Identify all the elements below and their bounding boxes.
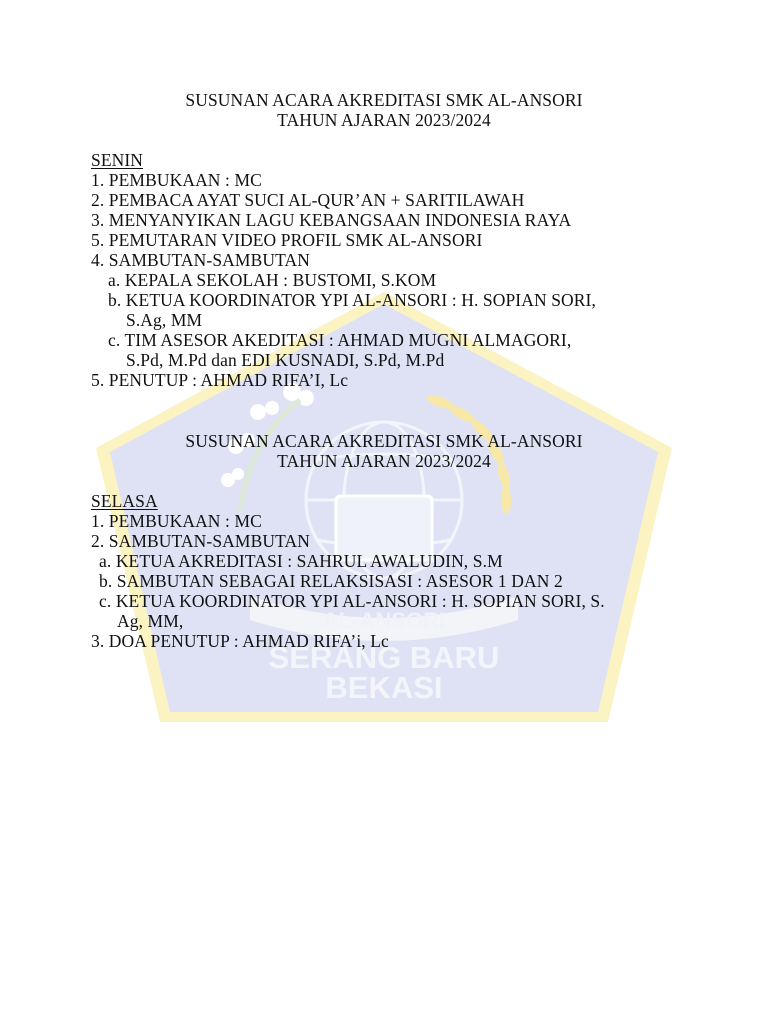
- section-subtitle-selasa: TAHUN AJARAN 2023/2024: [277, 451, 491, 471]
- agenda-item: 2. PEMBACA AYAT SUCI AL-QUR’AN + SARITILAWAH: [91, 190, 525, 210]
- agenda-subitem-cont: S.Ag, MM: [126, 310, 203, 330]
- agenda-subitem: a. KETUA AKREDITASI : SAHRUL AWALUDIN, S.M: [99, 551, 503, 571]
- section-subtitle-senin: TAHUN AJARAN 2023/2024: [277, 110, 491, 130]
- logo-text-region: BEKASI: [325, 670, 443, 705]
- agenda-subitem-cont: Ag, MM,: [117, 611, 184, 631]
- agenda-subitem: b. KETUA KOORDINATOR YPI AL-ANSORI : H. SOPIAN SORI,: [108, 290, 596, 310]
- agenda-item: 5. PENUTUP : AHMAD RIFA’I, Lc: [91, 370, 349, 390]
- section-title-senin: SUSUNAN ACARA AKREDITASI SMK AL-ANSORI: [185, 90, 583, 110]
- agenda-item: 3. MENYANYIKAN LAGU KEBANGSAAN INDONESIA RAYA: [91, 210, 572, 230]
- agenda-subitem: c. KETUA KOORDINATOR YPI AL-ANSORI : H. SOPIAN SORI, S.: [99, 591, 605, 611]
- section-title-selasa: SUSUNAN ACARA AKREDITASI SMK AL-ANSORI: [185, 431, 583, 451]
- day-heading-senin: SENIN: [91, 150, 144, 170]
- agenda-item: 5. PEMUTARAN VIDEO PROFIL SMK AL-ANSORI: [91, 230, 483, 250]
- logo-ribbon-text: AL-ANSORI: [322, 608, 446, 633]
- agenda-subitem: b. SAMBUTAN SEBAGAI RELAKSISASI : ASESOR 1 DAN 2: [99, 571, 563, 591]
- agenda-item: 4. SAMBUTAN-SAMBUTAN: [91, 250, 310, 270]
- logo-text-city: SERANG BARU: [268, 640, 500, 675]
- agenda-item: 1. PEMBUKAAN : MC: [91, 511, 262, 531]
- agenda-subitem-cont: S.Pd, M.Pd dan EDI KUSNADI, S.Pd, M.Pd: [126, 350, 445, 370]
- day-heading-selasa: SELASA: [91, 491, 158, 511]
- agenda-item: 1. PEMBUKAAN : MC: [91, 170, 262, 190]
- agenda-subitem: a. KEPALA SEKOLAH : BUSTOMI, S.KOM: [108, 270, 437, 290]
- agenda-item: 3. DOA PENUTUP : AHMAD RIFA’i, Lc: [91, 631, 389, 651]
- agenda-item: 2. SAMBUTAN-SAMBUTAN: [91, 531, 310, 551]
- agenda-subitem: c. TIM ASESOR AKEDITASI : AHMAD MUGNI ALMAGORI,: [108, 330, 572, 350]
